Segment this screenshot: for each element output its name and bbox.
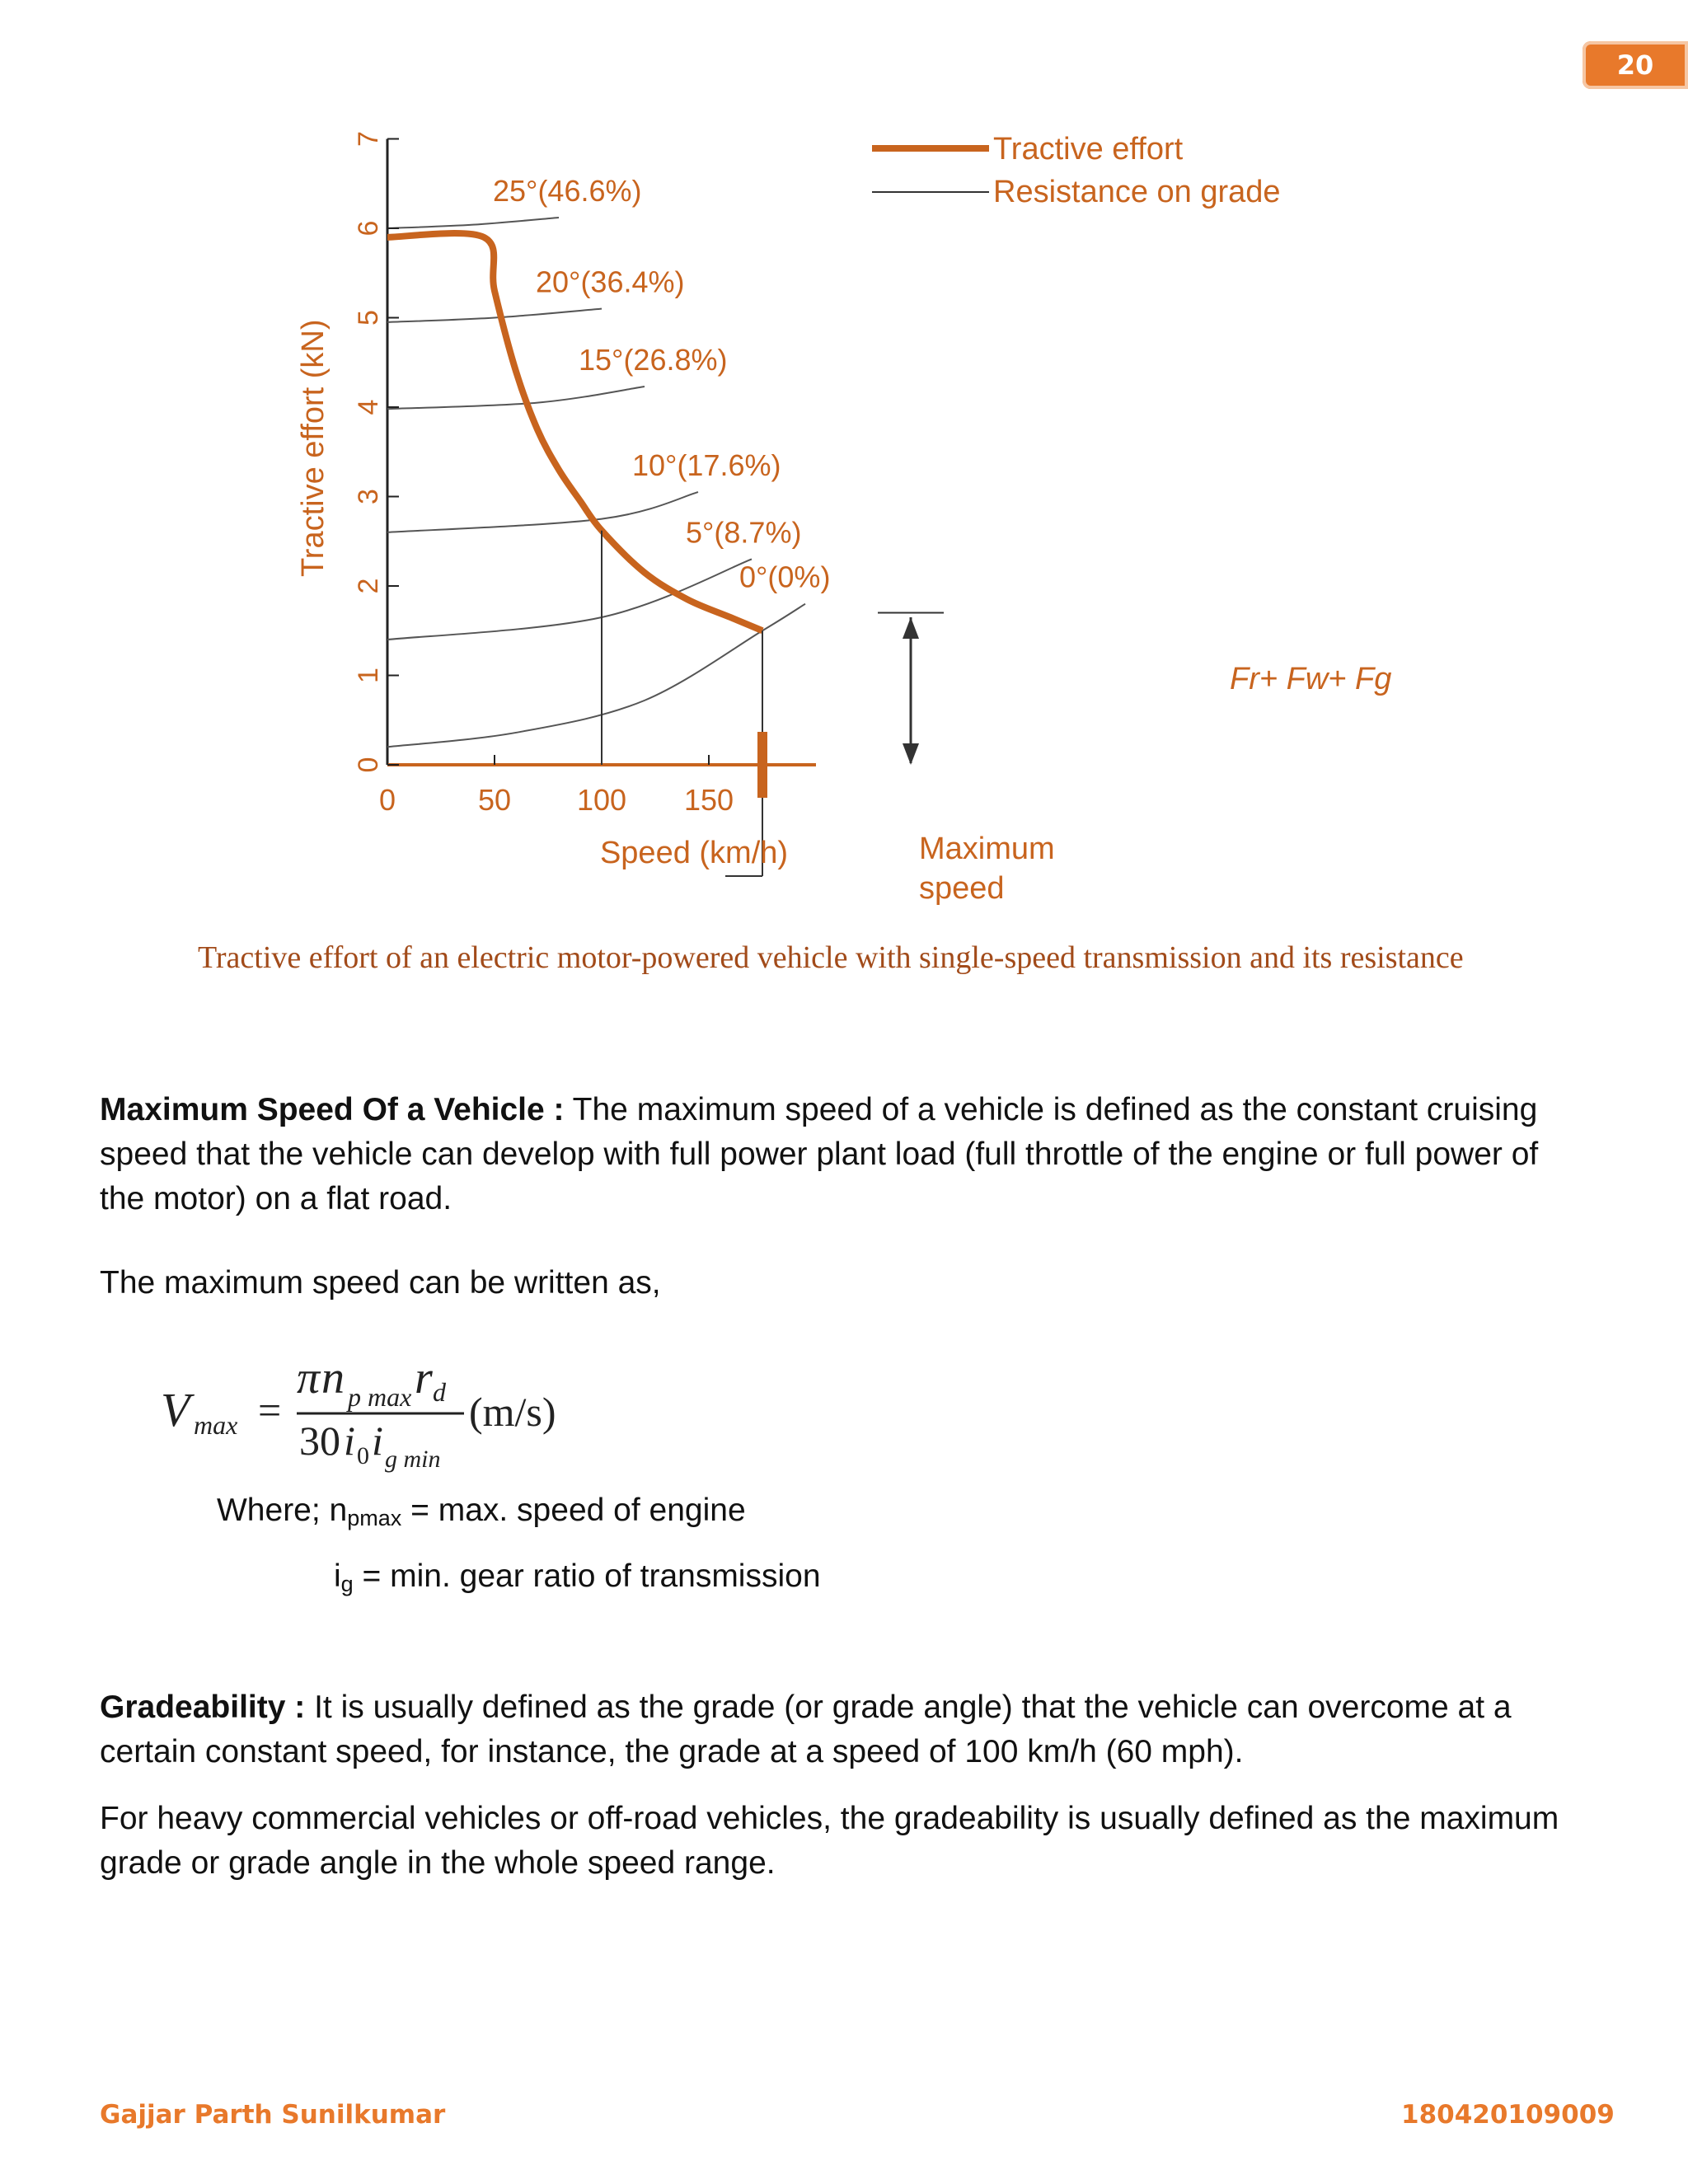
- y-tick-label: 1: [353, 668, 384, 683]
- where-n-desc: = max. speed of engine: [401, 1493, 746, 1528]
- gradeability-text: It is usually defined as the grade (or grade angle) that the vehicle can overcome at a certain constant speed, for instance, the grade at a speed of 100 km/h (60 mph).: [100, 1690, 1512, 1769]
- legend: [872, 132, 1281, 209]
- grade-label: 10°(17.6%): [632, 448, 781, 483]
- svg-text:r: r: [415, 1352, 433, 1404]
- grade-label: 5°(8.7%): [686, 515, 802, 550]
- max-speed-formula: [161, 1335, 672, 1475]
- y-tick-label: 0: [353, 757, 384, 773]
- grade-label: 0°(0%): [739, 560, 831, 594]
- force-arrow-head-up: [903, 617, 919, 639]
- figure-caption: Tractive effort of an electric motor-powered vehicle with single-speed transmission and its resistance: [198, 940, 1464, 975]
- footer-author: Gajjar Parth Sunilkumar: [100, 2100, 446, 2130]
- y-axis-label: Tractive effort (kN): [296, 319, 331, 577]
- formula-equals: =: [258, 1387, 282, 1433]
- legend-resistance-label: Resistance on grade: [993, 175, 1281, 209]
- svg-text:g min: g min: [385, 1446, 441, 1473]
- y-tick-label: 6: [353, 220, 384, 237]
- resistance-curve: [387, 309, 602, 322]
- max-speed-label-line2: speed: [919, 871, 1005, 906]
- where-i-prefix: i: [334, 1558, 341, 1594]
- formula-unit: (m/s): [469, 1389, 556, 1435]
- resistance-curve: [387, 218, 559, 228]
- x-tick-label: 100: [576, 783, 627, 817]
- formula-intro: The maximum speed can be written as,: [100, 1265, 661, 1301]
- grade-label: 15°(26.8%): [579, 343, 728, 377]
- svg-text:i: i: [344, 1418, 355, 1464]
- resistance-curve: [387, 559, 752, 640]
- formula-numerator: [297, 1352, 447, 1412]
- y-tick-label: 2: [353, 578, 384, 594]
- x-tick-label: 50: [477, 783, 512, 817]
- legend-tractive-label: Tractive effort: [993, 132, 1184, 166]
- where-n-sub: pmax: [347, 1506, 402, 1530]
- x-tick-label: 0: [378, 783, 396, 817]
- force-sum-label: Fr+ Fw+ Fg: [1230, 662, 1392, 696]
- grade-label: 20°(36.4%): [536, 265, 685, 299]
- gradeability-paragraph: [100, 1685, 1592, 1774]
- grade-label: 25°(46.6%): [493, 173, 642, 208]
- formula-lhs: V: [161, 1383, 190, 1436]
- max-speed-tick: [757, 732, 767, 798]
- y-tick-label: 7: [353, 131, 384, 147]
- where-i-sub: g: [340, 1572, 354, 1596]
- where-line-1: [217, 1488, 746, 1536]
- x-tick-label: 150: [683, 783, 734, 817]
- max-speed-heading: Maximum Speed Of a Vehicle :: [100, 1092, 565, 1127]
- gradeability-heading: Gradeability :: [100, 1690, 306, 1725]
- max-speed-label-line1: Maximum: [919, 832, 1055, 866]
- svg-text:d: d: [433, 1377, 446, 1407]
- tractive-effort-chart: [0, 0, 1688, 1038]
- svg-text:30: 30: [299, 1418, 340, 1464]
- gradeability-paragraph-2: For heavy commercial vehicles or off-road vehicles, the gradeability is usually defined as the maximum grade or grade angle in the whole speed range.: [100, 1801, 1559, 1881]
- where-i-desc: = min. gear ratio of transmission: [353, 1558, 821, 1594]
- resistance-curves: [387, 174, 830, 747]
- where-line-2: [334, 1554, 821, 1602]
- y-tick-label: 4: [353, 399, 384, 415]
- where-n-prefix: Where; n: [217, 1493, 348, 1528]
- resistance-curve: [387, 492, 698, 532]
- svg-text:p max: p max: [348, 1382, 412, 1412]
- svg-text:i: i: [372, 1418, 383, 1464]
- formula-lhs-sub: max: [194, 1410, 238, 1440]
- max-speed-text: The maximum speed of a vehicle is defined as the constant cruising speed that the vehicle can develop with full power plant load (full throttle of the engine or full power of the motor) on a flat road.: [100, 1092, 1539, 1216]
- footer-id: 180420109009: [1401, 2100, 1615, 2130]
- svg-text:0: 0: [357, 1442, 369, 1469]
- formula-denominator: [299, 1418, 441, 1473]
- force-arrow-head-down: [903, 743, 919, 765]
- page-number-badge: 20: [1582, 41, 1688, 89]
- max-speed-paragraph: [100, 1088, 1592, 1221]
- resistance-curve: [387, 387, 645, 409]
- svg-text:π: π: [297, 1352, 321, 1404]
- y-tick-label: 5: [353, 310, 384, 326]
- svg-text:n: n: [321, 1352, 345, 1404]
- y-tick-label: 3: [353, 489, 384, 504]
- x-axis-label: Speed (km/h): [599, 836, 789, 870]
